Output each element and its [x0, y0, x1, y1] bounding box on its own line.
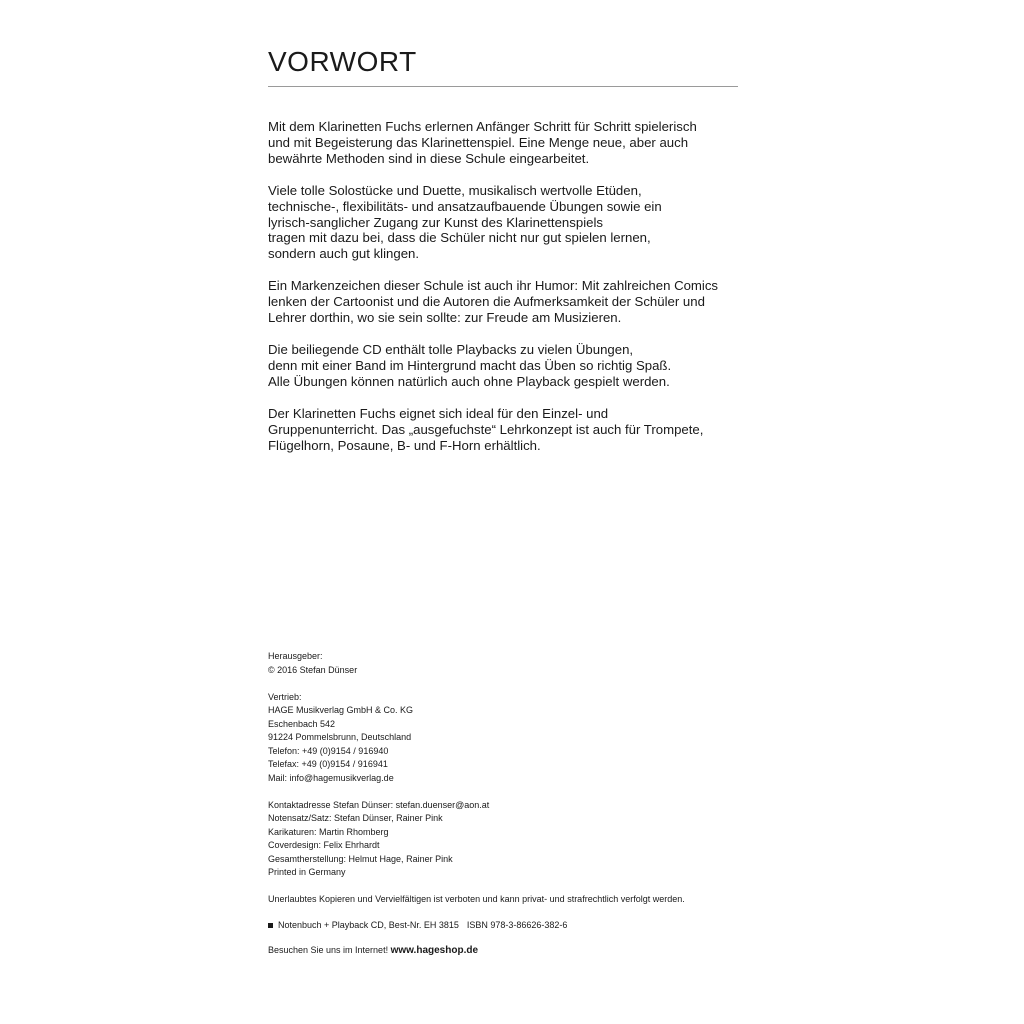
copy-notice-block: [268, 893, 748, 907]
phone-number: Telefon: +49 (0)9154 / 916940: [268, 745, 389, 756]
preface-body: [268, 119, 748, 469]
text-line: Alle Übungen können natürlich auch ohne Playback gespielt werden.: [268, 373, 670, 389]
publisher-label: Herausgeber:: [268, 651, 323, 661]
email-address: Mail: info@hagemusikverlag.de: [268, 772, 394, 783]
credit-line: Karikaturen: Martin Rhomberg: [268, 826, 389, 837]
web-prefix: Besuchen Sie uns im Internet!: [268, 945, 389, 955]
paragraph: [268, 119, 748, 167]
copyright-line: © 2016 Stefan Dünser: [268, 664, 358, 675]
page-title: VORWORT: [268, 46, 417, 77]
text-line: technische-, flexibilitäts- und ansatzaufbauende Übungen sowie ein: [268, 198, 662, 214]
text-line: Die beiliegende CD enthält tolle Playbacks zu vielen Übungen,: [268, 341, 634, 357]
distribution-label: Vertrieb:: [268, 691, 302, 702]
isbn-number: ISBN 978-3-86626-382-6: [466, 919, 568, 930]
text-line: denn mit einer Band im Hintergrund macht das Üben so richtig Spaß.: [268, 357, 672, 373]
product-info: Notenbuch + Playback CD, Best-Nr. EH 3815: [278, 919, 459, 930]
credits-block: [268, 799, 748, 880]
credit-line: Printed in Germany: [268, 867, 346, 877]
text-line: Lehrer dorthin, wo sie sein sollte: zur Freude am Musizieren.: [268, 310, 622, 326]
text-line: sondern auch gut klingen.: [268, 246, 420, 262]
text-line: Viele tolle Solostücke und Duette, musikalisch wertvolle Etüden,: [268, 182, 642, 198]
credit-line: Kontaktadresse Stefan Dünser: stefan.duenser@aon.at: [268, 799, 490, 810]
text-line: und mit Begeisterung das Klarinettenspiel. Eine Menge neue, aber auch: [268, 134, 689, 150]
text-line: lenken der Cartoonist und die Autoren die Aufmerksamkeit der Schüler und: [268, 294, 705, 310]
text-line: Mit dem Klarinetten Fuchs erlernen Anfänger Schritt für Schritt spielerisch: [268, 119, 697, 134]
text-line: Flügelhorn, Posaune, B- und F-Horn erhältlich.: [268, 437, 541, 453]
bullet-square-icon: [268, 923, 273, 928]
company-name: HAGE Musikverlag GmbH & Co. KG: [268, 705, 414, 715]
text-line: Ein Markenzeichen dieser Schule ist auch ihr Humor: Mit zahlreichen Comics: [268, 278, 719, 294]
credit-line: Coverdesign: Felix Ehrhardt: [268, 840, 380, 850]
web-block: [268, 944, 748, 958]
website-link[interactable]: www.hageshop.de: [390, 945, 479, 956]
text-line: lyrisch-sanglicher Zugang zur Kunst des Klarinettenspiels: [268, 214, 603, 230]
text-line: bewährte Methoden sind in diese Schule eingearbeitet.: [268, 150, 590, 166]
imprint: [268, 650, 748, 971]
text-line: tragen mit dazu bei, dass die Schüler nicht nur gut spielen lernen,: [268, 230, 651, 246]
product-block: [268, 919, 748, 933]
title-divider: [268, 86, 738, 87]
city-address: 91224 Pommelsbrunn, Deutschland: [268, 732, 412, 742]
credit-line: Notensatz/Satz: Stefan Dünser, Rainer Pink: [268, 813, 443, 823]
street-address: Eschenbach 542: [268, 718, 336, 729]
paragraph: [268, 342, 748, 390]
distribution-block: [268, 691, 748, 786]
paragraph: [268, 406, 748, 454]
text-line: Der Klarinetten Fuchs eignet sich ideal für den Einzel- und: [268, 405, 609, 421]
paragraph: [268, 183, 748, 263]
text-line: Gruppenunterricht. Das „ausgefuchste“ Lehrkonzept ist auch für Trompete,: [268, 421, 704, 437]
copy-notice: Unerlaubtes Kopieren und Vervielfältigen ist verboten und kann privat- und strafrechtlich verfolgt werden.: [268, 894, 685, 904]
document-page: [268, 0, 748, 1024]
publisher-block: [268, 650, 748, 677]
credit-line: Gesamtherstellung: Helmut Hage, Rainer Pink: [268, 853, 453, 864]
web-line: [268, 944, 748, 958]
paragraph: [268, 278, 748, 326]
product-line: [268, 919, 748, 933]
fax-number: Telefax: +49 (0)9154 / 916941: [268, 759, 388, 769]
